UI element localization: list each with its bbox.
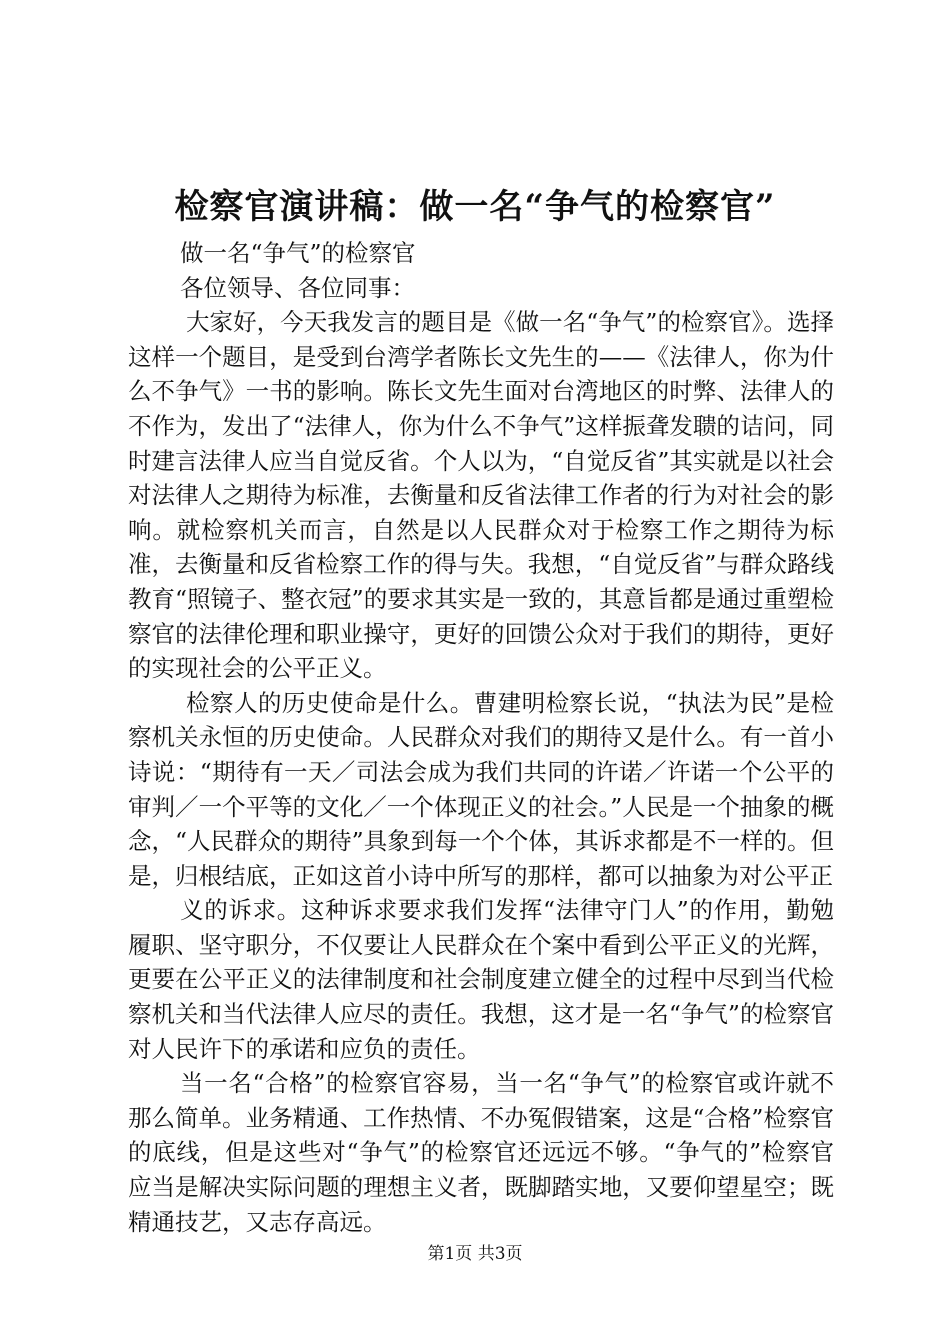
subtitle-line: 做一名“争气”的检察官 [180, 239, 416, 267]
salutation-line: 各位领导、各位同事： [180, 273, 415, 302]
page-number-footer: 第1页 共3页 [427, 1244, 523, 1264]
document-title: 检察官演讲稿：做一名“争气的检察官” [174, 187, 776, 227]
body-paragraph: 当一名“合格”的检察官容易，当一名“争气”的检察官或许就不那么简单。业务精通、工作热情、不办冤假错案，这是“合格”检察官的底线，但是这些对“争气”的检察官还远远不够。“争气的”检察官应当是解决实际问题的理想主义者，既脚踏实地，又要仰望星空；既精通技艺，又志存高远。 [128, 1069, 834, 1236]
body-paragraph: 检察人的历史使命是什么。曹建明检察长说，“执法为民”是检察机关永恒的历史使命。人民群众对我们的期待又是什么。有一首小诗说：“期待有一天／司法会成为我们共同的许诺／许诺一个公平的审判／一个平等的文化／一个体现正义的社会。”人民是一个抽象的概念，“人民群众的期待”具象到每一个个体，其诉求都是不一样的。但是，归根结底，正如这首小诗中所写的那样，都可以抽象为对公平正 [128, 688, 834, 890]
body-paragraph: 义的诉求。这种诉求要求我们发挥“法律守门人”的作用，勤勉履职、坚守职分，不仅要让人民群众在个案中看到公平正义的光辉，更要在公平正义的法律制度和社会制度建立健全的过程中尽到当代检察机关和当代法律人应尽的责任。我想，这才是一名“争气”的检察官对人民许下的承诺和应负的责任。 [128, 896, 834, 1063]
body-paragraph: 大家好，今天我发言的题目是《做一名“争气”的检察官》。选择这样一个题目，是受到台湾学者陈长文先生的——《法律人，你为什么不争气》一书的影响。陈长文先生面对台湾地区的时弊、法律人的不作为，发出了“法律人，你为什么不争气”这样振聋发聩的诘问，同时建言法律人应当自觉反省。个人以为，“自觉反省”其实就是以社会对法律人之期待为标准，去衡量和反省法律工作者的行为对社会的影响。就检察机关而言，自然是以人民群众对于检察工作之期待为标准，去衡量和反省检察工作的得与失。我想，“自觉反省”与群众路线教育“照镜子、整衣冠”的要求其实是一致的，其意旨都是通过重塑检察官的法律伦理和职业操守，更好的回馈公众对于我们的期待，更好的实现社会的公平正义。 [128, 308, 834, 683]
document-body [128, 236, 834, 1239]
